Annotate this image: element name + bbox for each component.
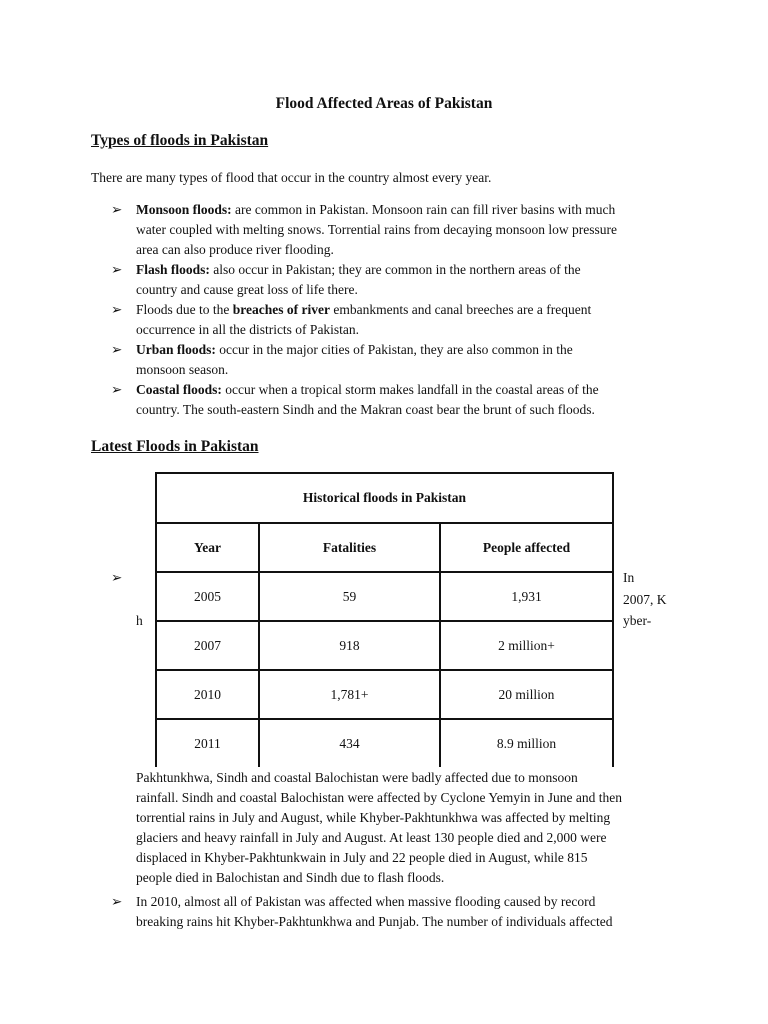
list-item-coastal-floods — [136, 380, 676, 420]
paragraph-line: breaking rains hit Khyber-Pakhtunkhwa and Punjab. The number of individuals affected — [136, 914, 613, 929]
item-line: country and cause great loss of life there. — [136, 282, 358, 297]
table-row — [156, 621, 613, 670]
paragraph-line: glaciers and heavy rainfall in July and August. At least 130 people died and 2,000 were — [136, 830, 607, 845]
bullet-arrow-icon: ➢ — [111, 202, 123, 217]
item-lead: Flash floods: also occur in Pakistan; they are common in the northern areas of the — [136, 262, 581, 277]
table-cell: 59 — [259, 572, 440, 621]
table-cell: 2005 — [156, 572, 259, 621]
table-cell: 2011 — [156, 719, 259, 767]
table-cell: 2007 — [156, 621, 259, 670]
table-cell: 1,931 — [440, 572, 613, 621]
wrapped-fragment-left: h — [136, 613, 143, 628]
column-header-people-affected: People affected — [440, 523, 613, 572]
intro-paragraph: There are many types of flood that occur in the country almost every year. — [91, 170, 492, 185]
section-heading-types: Types of floods in Pakistan — [91, 132, 269, 149]
bullet-arrow-icon: ➢ — [111, 570, 123, 585]
table-cell: 8.9 million — [440, 719, 613, 767]
paragraph-line: In 2010, almost all of Pakistan was affected when massive flooding caused by record — [136, 894, 596, 909]
table-header-row — [156, 523, 613, 572]
bullet-arrow-icon: ➢ — [111, 382, 123, 397]
item-lead: Floods due to the breaches of river embankments and canal breeches are a frequent — [136, 302, 592, 317]
item-line: monsoon season. — [136, 362, 229, 377]
item-line: occurrence in all the districts of Pakistan. — [136, 322, 360, 337]
table-row — [156, 719, 613, 767]
item-lead: Urban floods: occur in the major cities of Pakistan, they are also common in the — [136, 342, 573, 357]
wrapped-fragment-right: 2007, K — [623, 592, 667, 607]
column-header-fatalities: Fatalities — [259, 523, 440, 572]
section-heading-latest: Latest Floods in Pakistan — [91, 438, 259, 455]
paragraph-line: rainfall. Sindh and coastal Balochistan were affected by Cyclone Yemyin in June and then — [136, 790, 622, 805]
historical-floods-table — [155, 472, 614, 767]
item-lead: Coastal floods: occur when a tropical storm makes landfall in the coastal areas of the — [136, 382, 599, 397]
list-item-river-breaches — [136, 300, 676, 340]
item-line: country. The south-eastern Sindh and the Makran coast bear the brunt of such floods. — [136, 402, 595, 417]
bullet-arrow-icon: ➢ — [111, 894, 123, 909]
table-cell: 434 — [259, 719, 440, 767]
item-line: water coupled with melting snows. Torrential rains from decaying monsoon low pressure — [136, 222, 617, 237]
table-cell: 918 — [259, 621, 440, 670]
wrapped-fragment-right: yber- — [623, 613, 652, 628]
table-cell: 1,781+ — [259, 670, 440, 719]
table-row — [156, 572, 613, 621]
paragraph-line: torrential rains in July and August, while Khyber-Pakhtunkhwa was affected by melting — [136, 810, 611, 825]
table-caption-row — [156, 473, 613, 523]
paragraph-line: displaced in Khyber-Pakhtunkwain in July and 22 people died in August, while 815 — [136, 850, 588, 865]
list-item-monsoon-floods — [136, 200, 676, 260]
bullet-arrow-icon: ➢ — [111, 342, 123, 357]
wrapped-fragment-right: In — [623, 570, 635, 585]
table-cell: 20 million — [440, 670, 613, 719]
column-header-year: Year — [156, 523, 259, 572]
item-line: area can also produce river flooding. — [136, 242, 334, 257]
bullet-arrow-icon: ➢ — [111, 302, 123, 317]
bullet-arrow-icon: ➢ — [111, 262, 123, 277]
table-caption: Historical floods in Pakistan — [156, 473, 613, 523]
table-row — [156, 670, 613, 719]
paragraph-line: people died in Balochistan and Sindh due to flash floods. — [136, 870, 445, 885]
list-item-flash-floods — [136, 260, 676, 300]
table-cell: 2 million+ — [440, 621, 613, 670]
paragraph-2010-floods — [136, 892, 676, 932]
paragraph-2007-floods — [136, 768, 676, 888]
list-item-urban-floods — [136, 340, 676, 380]
document-title: Flood Affected Areas of Pakistan — [275, 95, 493, 112]
table-cell: 2010 — [156, 670, 259, 719]
item-lead: Monsoon floods: are common in Pakistan. Monsoon rain can fill river basins with much — [136, 202, 616, 217]
paragraph-line: Pakhtunkhwa, Sindh and coastal Balochistan were badly affected due to monsoon — [136, 770, 578, 785]
